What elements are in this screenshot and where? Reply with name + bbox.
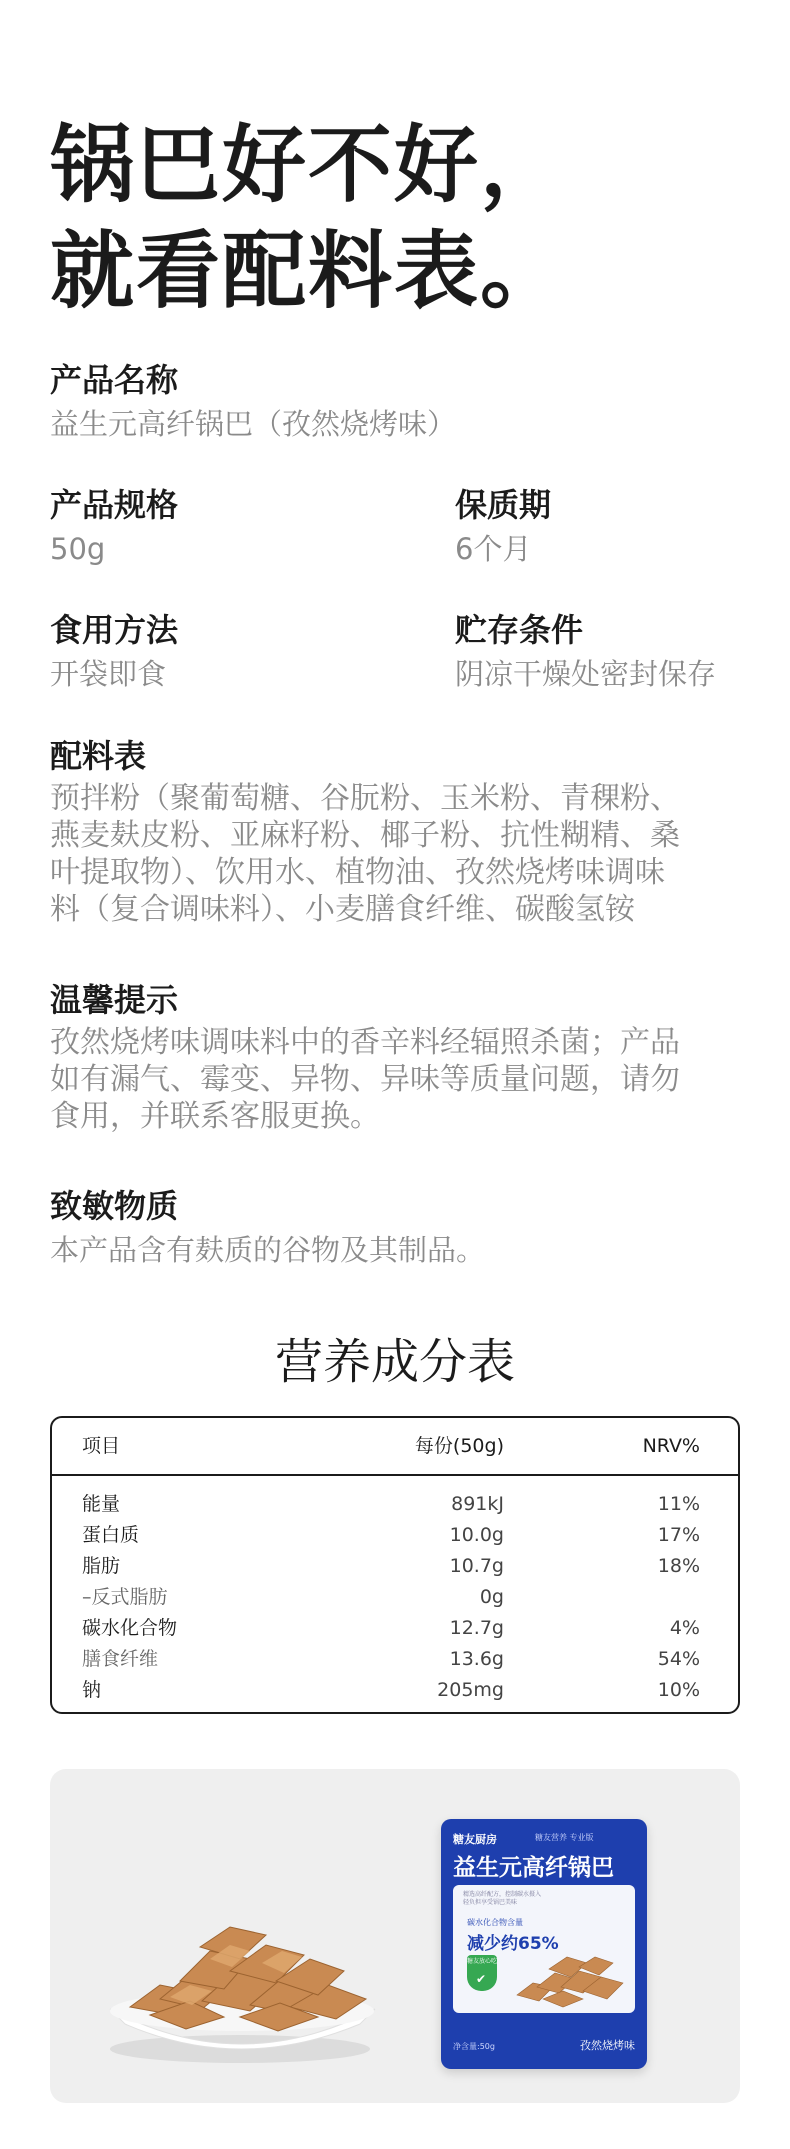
row-nrv: 10% [657, 1679, 700, 1701]
row-nrv: 18% [657, 1555, 700, 1577]
product-name-value: 益生元高纤锅巴（孜然烧烤味） [50, 407, 457, 441]
ingredients-label: 配料表 [50, 737, 147, 775]
ingredients-section [50, 736, 750, 928]
table-row [52, 1489, 738, 1520]
row-item: 能量 [82, 1493, 121, 1515]
package-claim-caption: 碳水化合物含量 [467, 1918, 523, 1927]
row-value: 0g [479, 1586, 504, 1608]
tips-line: 食用，并联系客服更换。 [50, 1099, 380, 1134]
row-item: 钠 [82, 1679, 102, 1701]
header-item: 项目 [82, 1435, 121, 1457]
row-value: 891kJ [451, 1493, 504, 1515]
row-item: 膳食纤维 [82, 1648, 159, 1670]
row-item: 蛋白质 [82, 1524, 140, 1546]
package-note-line: 轻负担享受锅巴美味 [463, 1899, 518, 1906]
product-image-panel [50, 1769, 740, 2103]
ingredients-text [50, 780, 750, 928]
product-package [441, 1819, 647, 2069]
table-row [52, 1675, 738, 1706]
tips-section [50, 980, 750, 1135]
product-name-section [50, 360, 456, 443]
row-nrv: 4% [669, 1617, 700, 1639]
ingredients-line: 燕麦麸皮粉、亚麻籽粉、椰子粉、抗性糊精、桑 [50, 818, 680, 853]
table-row [52, 1551, 738, 1582]
table-row [52, 1644, 738, 1675]
ingredients-line: 预拌粉（聚葡萄糖、谷朊粉、玉米粉、青稞粉、 [50, 781, 680, 816]
table-row [52, 1613, 738, 1644]
allergen-section [50, 1186, 485, 1269]
package-note-line: 精选高纤配方，控制碳水摄入 [463, 1891, 542, 1898]
storage-section [455, 610, 716, 693]
row-value: 205mg [437, 1679, 504, 1701]
row-nrv: 17% [657, 1524, 700, 1546]
table-row [52, 1520, 738, 1551]
nutrition-rows [52, 1489, 738, 1706]
usage-section [50, 610, 178, 693]
nutrition-title: 营养成分表 [274, 1334, 515, 1390]
shelf-life-value: 6个月 [455, 532, 532, 566]
allergen-value: 本产品含有麸质的谷物及其制品。 [50, 1233, 486, 1267]
headline-line-1: 锅巴好不好， [50, 116, 567, 214]
storage-value: 阴凉干燥处密封保存 [455, 657, 717, 691]
badge-text: 糖友放心吃 [467, 1958, 498, 1965]
package-window [453, 1885, 635, 2013]
row-item: 脂肪 [82, 1555, 121, 1577]
spec-value: 50g [50, 532, 106, 566]
crisps-bowl-image [90, 1889, 410, 2069]
package-claim: 减少约65% [467, 1934, 559, 1954]
row-item: –反式脂肪 [82, 1586, 168, 1608]
spec-section [50, 485, 178, 568]
row-value: 10.7g [449, 1555, 504, 1577]
tips-line: 如有漏气、霉变、异物、异味等质量问题，请勿 [50, 1062, 680, 1097]
row-value: 12.7g [449, 1617, 504, 1639]
headline-line-2: 就看配料表。 [50, 222, 567, 320]
usage-label: 食用方法 [50, 611, 179, 649]
check-icon: ✔ [476, 1972, 487, 1986]
nutrition-table-header [52, 1418, 738, 1476]
ingredients-line: 叶提取物）、饮用水、植物油、孜然烧烤味调味 [50, 855, 665, 890]
header-nrv: NRV% [642, 1435, 700, 1457]
package-crisps-image [513, 1951, 631, 2009]
package-flavor: 孜然烧烤味 [580, 2039, 635, 2052]
tips-line: 孜然烧烤味调味料中的香辛料经辐照杀菌；产品 [50, 1025, 680, 1060]
shelf-life-label: 保质期 [455, 486, 552, 524]
nutrition-table [50, 1416, 740, 1714]
package-net-weight: 净含量:50g [453, 2042, 495, 2051]
table-row [52, 1582, 738, 1613]
tips-text [50, 1024, 750, 1135]
diabetic-friendly-badge [467, 1955, 497, 1991]
package-product-name: 益生元高纤锅巴 [453, 1855, 614, 1881]
row-value: 13.6g [449, 1648, 504, 1670]
row-nrv: 11% [657, 1493, 700, 1515]
spec-label: 产品规格 [50, 486, 179, 524]
product-name-label: 产品名称 [50, 361, 179, 399]
usage-value: 开袋即食 [50, 657, 167, 691]
tips-label: 温馨提示 [50, 981, 179, 1019]
package-note [463, 1891, 541, 1907]
shelf-life-section [455, 485, 551, 568]
row-item: 碳水化合物 [82, 1617, 178, 1639]
allergen-label: 致敏物质 [50, 1187, 179, 1225]
package-brand: 糖友厨房 [453, 1833, 497, 1846]
ingredients-line: 料（复合调味料）、小麦膳食纤维、碳酸氢铵 [50, 892, 635, 927]
row-nrv: 54% [657, 1648, 700, 1670]
storage-label: 贮存条件 [455, 611, 584, 649]
package-brand-sub: 糖友营养 专业版 [535, 1833, 594, 1842]
headline [50, 112, 566, 324]
row-value: 10.0g [449, 1524, 504, 1546]
header-per-serving: 每份(50g) [414, 1435, 504, 1457]
